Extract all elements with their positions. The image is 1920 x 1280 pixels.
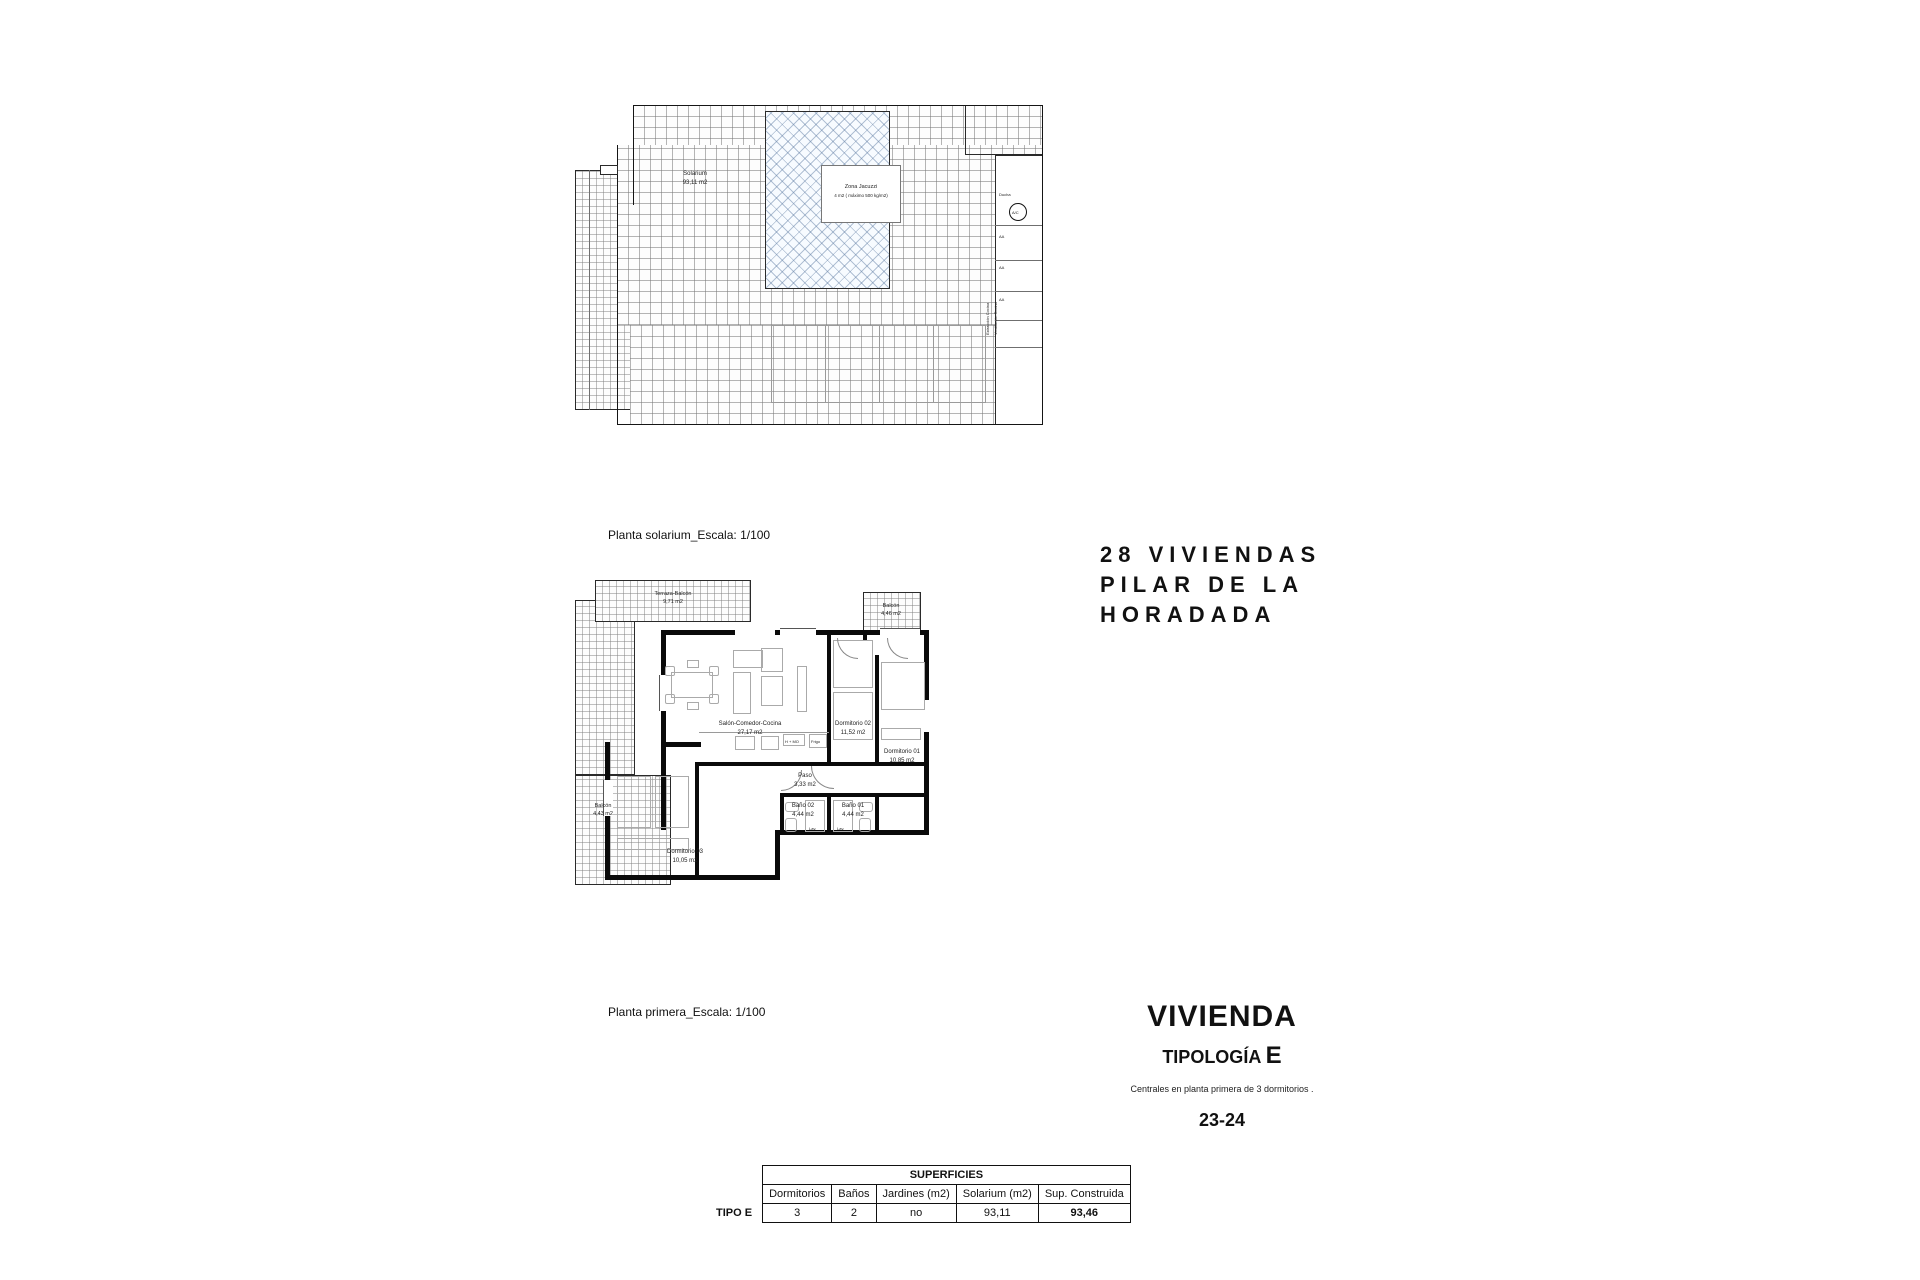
wall-bottom-connector xyxy=(775,830,780,880)
unit-title: VIVIENDA xyxy=(1147,1000,1297,1033)
room-label-bath01-area: 4,44 m2 xyxy=(842,812,864,818)
column-sup-construida: Sup. Construida xyxy=(1038,1185,1130,1204)
window-living xyxy=(735,628,775,637)
partition-bedroom01-left xyxy=(875,655,879,765)
dining-chair-3 xyxy=(709,666,719,676)
kitchen-sink xyxy=(735,736,755,750)
room-label-paso-name: Paso xyxy=(798,773,812,779)
wardrobe-bedroom01 xyxy=(881,728,921,740)
row-label-tipo-e: TIPO E xyxy=(716,1207,753,1219)
column-jardines: Jardines (m2) xyxy=(876,1185,956,1204)
room-label-bedroom03-area: 10,05 m2 xyxy=(672,858,698,864)
value-solarium: 93,11 xyxy=(956,1204,1038,1223)
appliance-label-oven: H + MO xyxy=(785,739,799,744)
table-empty-corner-2 xyxy=(710,1185,763,1204)
room-label-bath01-name: Baño 01 xyxy=(841,803,865,809)
room-label-living-name: Salón-Comedor-Cocina xyxy=(718,721,782,727)
unit-description: Centrales en planta primera de 3 dormitorios . xyxy=(1130,1084,1314,1094)
coffee-table xyxy=(761,676,783,706)
room-label-bedroom02-name: Dormitorio 02 xyxy=(834,721,872,727)
value-dormitorios: 3 xyxy=(763,1204,832,1223)
shower-label: Ducha xyxy=(999,192,1011,197)
room-label-terrace-area: 9,71 m2 xyxy=(663,599,683,605)
solarium-caption: Planta solarium_Escala: 1/100 xyxy=(608,528,771,542)
room-label-bath02-name: Baño 02 xyxy=(791,803,815,809)
stair-line xyxy=(589,170,590,410)
wall-bottom-left xyxy=(605,875,780,880)
dining-chair-4 xyxy=(709,694,719,704)
solarium-outline-body xyxy=(617,145,1043,425)
value-banos: 2 xyxy=(832,1204,876,1223)
unit-title-block xyxy=(1082,1000,1362,1131)
partition-bath02-left xyxy=(780,795,784,835)
table-header-row xyxy=(710,1185,1130,1204)
dining-chair-5 xyxy=(687,660,699,668)
room-label-living-area: 27,17 m2 xyxy=(737,730,763,736)
column-dormitorios: Dormitorios xyxy=(763,1185,832,1204)
appliance-label-washer-2: Lav. xyxy=(837,826,845,831)
appliance-label-washer-1: Lav. xyxy=(809,826,817,831)
partition-bedroom02-left xyxy=(827,635,831,765)
window-living-left xyxy=(659,675,669,711)
aa-label-2: AA xyxy=(999,265,1005,270)
room-label-balcony-right-name: Balcón xyxy=(882,603,900,609)
room-label-balcony-right-area: 4,46 m2 xyxy=(881,611,901,617)
typology-row xyxy=(1082,1042,1362,1070)
typology-letter: E xyxy=(1265,1042,1282,1069)
project-title-line-3: HORADADA xyxy=(1100,602,1277,627)
room-label-balcony-left-name: Balcón xyxy=(594,803,612,809)
surfaces-table xyxy=(710,1165,1131,1223)
column-banos: Baños xyxy=(832,1185,876,1204)
door-arc-bedroom01 xyxy=(887,638,908,659)
wall-left-step xyxy=(661,742,701,747)
room-label-terrace-name: Terraza-Balcón xyxy=(654,591,692,597)
extraction-kitchen-label: Extracción Cocina xyxy=(985,302,990,335)
partition-baths-top xyxy=(780,793,929,797)
first-floor-plan xyxy=(575,580,1175,910)
column-solarium: Solarium (m2) xyxy=(956,1185,1038,1204)
table-empty-corner xyxy=(710,1166,763,1185)
dining-chair-6 xyxy=(687,702,699,710)
bed-bedroom03-a xyxy=(617,776,651,828)
bed-bedroom01 xyxy=(881,662,925,710)
table-title: SUPERFICIES xyxy=(763,1166,1131,1185)
unit-code: 23-24 xyxy=(1198,1110,1246,1130)
armchair-2 xyxy=(761,648,783,672)
solarium-room-name: Solarium xyxy=(683,171,707,177)
value-sup-construida: 93,46 xyxy=(1038,1204,1130,1223)
solarium-left-notch xyxy=(600,165,618,175)
partition-living-bottom xyxy=(695,762,830,766)
table-title-row xyxy=(710,1166,1130,1185)
aa-label-1: AA xyxy=(999,234,1005,239)
room-label-bedroom01-name: Dormitorio 01 xyxy=(883,749,921,755)
dining-chair-2 xyxy=(665,694,675,704)
window-bedroom01 xyxy=(880,628,920,638)
armchair-1 xyxy=(733,650,763,668)
typology-label: TIPOLOGÍA xyxy=(1162,1047,1261,1067)
sofa xyxy=(733,672,751,714)
project-title-line-2: PILAR DE LA xyxy=(1100,572,1305,597)
tv-unit xyxy=(797,666,807,712)
dining-chair-1 xyxy=(665,666,675,676)
room-label-bedroom01-area: 10,85 m2 xyxy=(889,758,915,764)
ventilation-kitchen-label: Ventilación Cocina xyxy=(993,302,998,335)
ac-label: A/C xyxy=(1012,210,1019,215)
bed-bedroom03-b xyxy=(655,776,689,828)
project-title-line-1: 28 VIVIENDAS xyxy=(1100,542,1322,567)
jacuzzi-name: Zona Jacuzzi xyxy=(844,184,878,190)
window-bedroom02 xyxy=(780,628,816,638)
jacuzzi-note: 4 m2 ( máximo 500 kg/m2) xyxy=(834,193,888,198)
value-jardines: no xyxy=(876,1204,956,1223)
kitchen-hob xyxy=(761,736,779,750)
room-label-bedroom03-name: Dormitorio 03 xyxy=(666,849,704,855)
dining-table xyxy=(671,672,713,698)
toilet-bath02 xyxy=(785,818,797,832)
partition-bath-mid xyxy=(827,795,831,835)
appliance-label-fridge: Frigo xyxy=(811,739,821,744)
room-label-balcony-left-area: 4,43 m2 xyxy=(593,811,613,817)
room-label-paso-area: 3,33 m2 xyxy=(794,782,816,788)
first-floor-caption: Planta primera_Escala: 1/100 xyxy=(608,1005,766,1019)
aa-label-3: AA xyxy=(999,297,1005,302)
partition-bath01-right xyxy=(875,795,879,835)
room-label-bedroom02-area: 11,52 m2 xyxy=(840,730,866,736)
solarium-floor-plan xyxy=(575,105,1175,465)
table-row xyxy=(710,1204,1130,1223)
kitchen-counter-line xyxy=(699,732,829,733)
partition-balcony-stub xyxy=(863,632,867,640)
toilet-bath01 xyxy=(859,818,871,832)
solarium-room-area: 93,11 m2 xyxy=(682,180,708,186)
room-label-bath02-area: 4,44 m2 xyxy=(792,812,814,818)
wall-right xyxy=(924,630,929,835)
